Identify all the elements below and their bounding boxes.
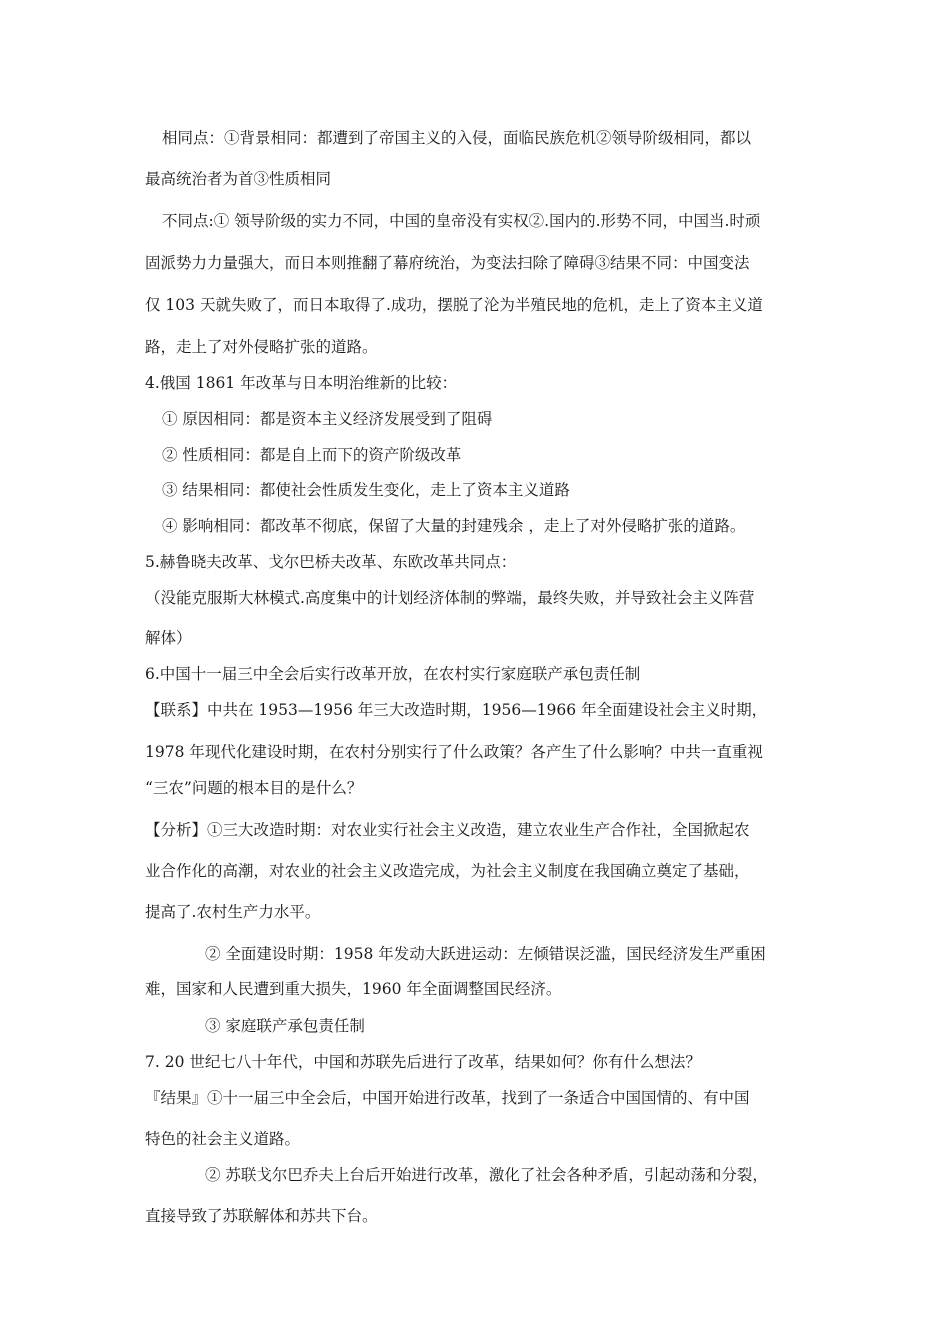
text-line: 5.赫鲁晓夫改革、戈尔巴桥夫改革、东欧改革共同点： bbox=[145, 553, 517, 571]
text-line: ① 原因相同：都是资本主义经济发展受到了阻碍 bbox=[162, 410, 493, 428]
text-line: ③ 家庭联产承包责任制 bbox=[205, 1017, 365, 1035]
text-line: 不同点:① 领导阶级的实力不同，中国的皇帝没有实权②.国内的.形势不同，中国当.时顽 bbox=[162, 212, 761, 230]
text-line: 固派势力力量强大，而日本则推翻了幕府统治，为变法扫除了障碍③结果不同：中国变法 bbox=[145, 254, 750, 272]
text-line: ④ 影响相同：都改革不彻底，保留了大量的封建残余 ，走上了对外侵略扩张的道路。 bbox=[162, 517, 746, 535]
text-line: 『结果』①十一届三中全会后，中国开始进行改革，找到了一条适合中国国情的、有中国 bbox=[145, 1089, 750, 1107]
text-line: ② 苏联戈尔巴乔夫上台后开始进行改革，激化了社会各种矛盾，引起动荡和分裂， bbox=[205, 1166, 768, 1184]
text-line: 7. 20 世纪七八十年代，中国和苏联先后进行了改革，结果如何？你有什么想法？ bbox=[145, 1053, 701, 1071]
text-line: （没能克服斯大林模式.高度集中的计划经济体制的弊端，最终失败，并导致社会主义阵营 bbox=[145, 589, 755, 607]
text-line: 难，国家和人民遭到重大损失，1960 年全面调整国民经济。 bbox=[145, 980, 562, 998]
text-line: ② 全面建设时期：1958 年发动大跃进运动：左倾错误泛滥，国民经济发生严重困 bbox=[205, 945, 766, 963]
text-line: 业合作化的高潮，对农业的社会主义改造完成，为社会主义制度在我国确立奠定了基础， bbox=[145, 862, 750, 880]
text-line: ③ 结果相同：都使社会性质发生变化，走上了资本主义道路 bbox=[162, 481, 570, 499]
text-line: 最高统治者为首③性质相同 bbox=[145, 170, 332, 188]
text-line: 仅 103 天就失败了，而日本取得了.成功，摆脱了沦为半殖民地的危机，走上了资本主义道 bbox=[145, 296, 763, 314]
text-line: 直接导致了苏联解体和苏共下台。 bbox=[145, 1207, 378, 1225]
text-line: 路，走上了对外侵略扩张的道路。 bbox=[145, 338, 378, 356]
text-line: 1978 年现代化建设时期，在农村分别实行了什么政策？各产生了什么影响？中共一直重视 bbox=[145, 743, 763, 761]
text-line: 【分析】①三大改造时期：对农业实行社会主义改造，建立农业生产合作社，全国掀起农 bbox=[145, 821, 750, 839]
text-line: 6.中国十一届三中全会后实行改革开放，在农村实行家庭联产承包责任制 bbox=[145, 665, 641, 683]
text-line: 4.俄国 1861 年改革与日本明治维新的比较： bbox=[145, 374, 458, 392]
text-line: ② 性质相同：都是自上而下的资产阶级改革 bbox=[162, 446, 462, 464]
text-line: 相同点：①背景相同：都遭到了帝国主义的入侵，面临民族危机②领导阶级相同，都以 bbox=[162, 129, 752, 147]
text-line: 特色的社会主义道路。 bbox=[145, 1130, 301, 1148]
text-line: 提高了.农村生产力水平。 bbox=[145, 903, 321, 921]
text-line: “三农”问题的根本目的是什么？ bbox=[145, 779, 363, 797]
text-line: 解体） bbox=[145, 629, 192, 647]
text-line: 【联系】中共在 1953—1956 年三大改造时期，1956—1966 年全面建设社会主义时期， bbox=[145, 701, 768, 719]
